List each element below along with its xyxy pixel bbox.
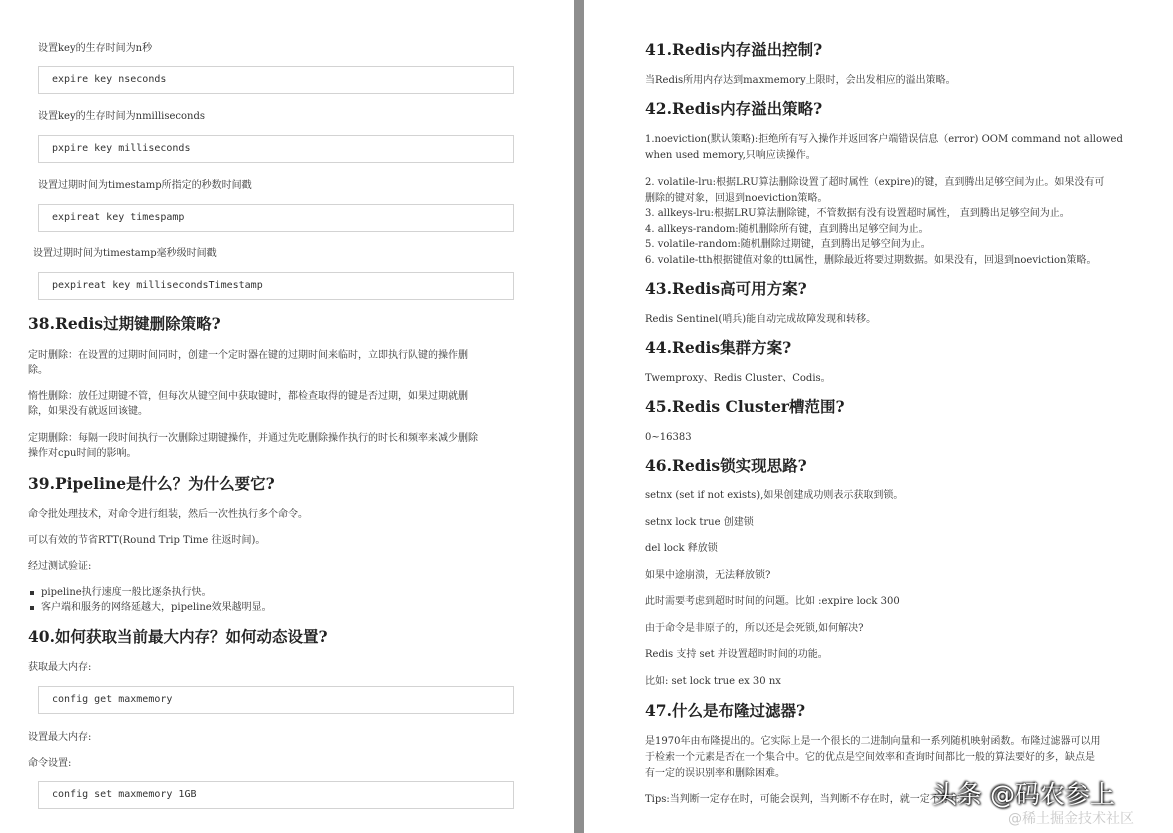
code-block-expireat: expireat key timespamp	[38, 204, 514, 232]
paragraph-39c: 经过测试验证:	[28, 561, 92, 572]
paragraph-38a-line1: 定时删除：在设置的过期时间同时，创建一个定时器在键的过期时间来临时，立即执行队键的操作删	[28, 350, 468, 361]
list-item: 4. allkeys-random:随机删除所有键，直到腾出足够空间为止。	[645, 223, 929, 235]
paragraph-42-line2: when used memory,只响应读操作。	[645, 150, 816, 161]
paragraph-46-2: setnx lock true 创建锁	[645, 517, 754, 528]
code-block-pexpireat: pexpireat key millisecondsTimestamp	[38, 272, 514, 300]
paragraph-38b-line1: 惰性删除：放任过期键不管，但每次从键空间中获取键时，都检查取得的键是否过期，如果过期就删	[28, 391, 468, 402]
paragraph-46-4: 如果中途崩溃，无法释放锁?	[645, 570, 771, 581]
paragraph-46-6: 由于命令是非原子的，所以还是会死锁,如何解决?	[645, 623, 864, 634]
paragraph-timestamp: 设置过期时间为timestamp所指定的秒数时间戳	[38, 180, 252, 191]
heading-38: 38.Redis过期键删除策略?	[28, 314, 221, 333]
paragraph-42-line1: 1.noeviction(默认策略):拒绝所有写入操作并返回客户端错误信息（error) OOM command not allowed	[645, 134, 1123, 145]
code-block-pxpire: pxpire key milliseconds	[38, 135, 514, 163]
paragraph-38c-line2: 操作对cpu时间的影响。	[28, 448, 137, 459]
paragraph-key-ttl-ms: 设置key的生存时间为nmilliseconds	[38, 111, 205, 122]
watermark-sub: @稀土掘金技术社区	[1008, 811, 1134, 827]
heading-44: 44.Redis集群方案?	[645, 338, 792, 357]
list-item: 5. volatile-random:随机删除过期键，直到腾出足够空间为止。	[645, 239, 931, 250]
heading-43: 43.Redis高可用方案?	[645, 279, 807, 298]
paragraph-40b: 设置最大内存:	[28, 732, 92, 743]
paragraph-47-line1: 是1970年由布隆提出的。它实际上是一个很长的二进制向量和一系列随机映射函数。布隆过滤器可以用	[645, 736, 1101, 747]
paragraph-40a: 获取最大内存:	[28, 662, 92, 673]
paragraph-timestamp-ms: 设置过期时间为timestamp毫秒级时间戳	[33, 248, 217, 259]
code-block-config-set: config set maxmemory 1GB	[38, 781, 514, 809]
paragraph-41: 当Redis所用内存达到maxmemory上限时，会出发相应的溢出策略。	[645, 75, 956, 86]
paragraph-47-line2: 于检索一个元素是否在一个集合中。它的优点是空间效率和查询时间都比一般的算法要好的多，缺点是	[645, 752, 1095, 763]
heading-47: 47.什么是布隆过滤器?	[645, 701, 806, 720]
paragraph-46-8: 比如: set lock true ex 30 nx	[645, 676, 781, 687]
paragraph-46-7: Redis 支持 set 并设置超时时间的功能。	[645, 649, 828, 660]
left-page	[0, 0, 574, 833]
watermark-main: 头条 @码农参上	[932, 780, 1115, 809]
right-page	[584, 0, 1173, 833]
paragraph-46-1: setnx (set if not exists),如果创建成功则表示获取到锁。	[645, 490, 904, 501]
heading-41: 41.Redis内存溢出控制?	[645, 40, 823, 59]
numbered-list-42	[645, 175, 1104, 268]
paragraph-38a-line2: 除。	[28, 365, 48, 376]
heading-46: 46.Redis锁实现思路?	[645, 456, 807, 475]
paragraph-47-tips: Tips:当判断一定存在时，可能会误判，当判断不存在时，就一定不存在。	[645, 794, 970, 805]
paragraph-38b-line2: 除，如果没有就返回该键。	[28, 406, 148, 417]
paragraph-46-5: 此时需要考虑到超时时间的问题。比如 :expire lock 300	[645, 596, 900, 607]
paragraph-40c: 命令设置:	[28, 758, 72, 769]
paragraph-44: Twemproxy、Redis Cluster、Codis。	[645, 373, 831, 384]
list-item: 客户端和服务的网络延越大，pipeline效果越明显。	[29, 600, 272, 615]
heading-39: 39.Pipeline是什么？为什么要它?	[28, 474, 275, 493]
code-block-expire: expire key nseconds	[38, 66, 514, 94]
bullet-list-39	[29, 585, 272, 615]
heading-40: 40.如何获取当前最大内存？如何动态设置?	[28, 627, 328, 646]
paragraph-key-ttl-seconds: 设置key的生存时间为n秒	[38, 43, 153, 54]
list-item: 6. volatile-tth根据键值对象的ttl属性，删除最近将要过期数据。如果没有，回退到noeviction策略。	[645, 254, 1097, 266]
heading-45: 45.Redis Cluster槽范围?	[645, 397, 845, 416]
page-divider	[574, 0, 584, 833]
list-item: 删除的键对象，回退到noeviction策略。	[645, 192, 828, 204]
paragraph-43: Redis Sentinel(哨兵)能自动完成故障发现和转移。	[645, 314, 877, 325]
heading-42: 42.Redis内存溢出策略?	[645, 99, 823, 118]
list-item: 2. volatile-lru:根据LRU算法删除设置了超时属性（expire)的键，直到腾出足够空间为止。如果没有可	[645, 177, 1105, 188]
paragraph-47-line3: 有一定的误识别率和删除困难。	[645, 768, 785, 779]
paragraph-38c-line1: 定期删除：每隔一段时间执行一次删除过期键操作，并通过先吃删除操作执行的时长和频率来减少删除	[28, 433, 478, 444]
paragraph-45: 0~16383	[645, 432, 692, 443]
paragraph-46-3: del lock 释放锁	[645, 543, 718, 554]
list-item: pipeline执行速度一般比逐条执行快。	[29, 585, 272, 600]
paragraph-39a: 命令批处理技术，对命令进行组装，然后一次性执行多个命令。	[28, 509, 308, 520]
list-item: 3. allkeys-lru:根据LRU算法删除键，不管数据有没有设置超时属性， 直到腾出足够空间为止。	[645, 208, 1070, 219]
code-block-config-get: config get maxmemory	[38, 686, 514, 714]
paragraph-39b: 可以有效的节省RTT(Round Trip Time 往返时间)。	[28, 535, 266, 546]
